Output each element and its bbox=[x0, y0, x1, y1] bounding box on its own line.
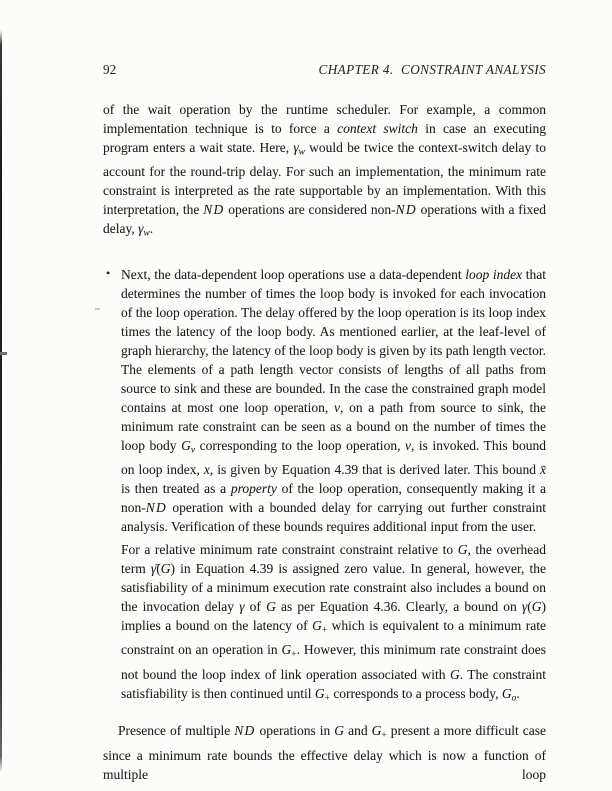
scan-edge-artifact bbox=[0, 30, 2, 772]
chapter-running-title: CHAPTER 4. CONSTRAINT ANALYSIS bbox=[318, 62, 546, 77]
bullet-icon: • bbox=[106, 265, 111, 280]
page-number: 92 bbox=[103, 62, 117, 77]
bullet-item-loop-operations bbox=[103, 265, 546, 708]
paragraph-relative-constraint: For a relative minimum rate constraint constraint relative to G, the overhead term γ̄(G) in Equation 4.39 is assigned zero value. In general, however, the satisfiability of a minimum execution rate constraint also includes a bound on the invocation delay γ of G as per Equation 4.36. Clearly, a bound on γ(G) implies a bound on the latency of G+ which is equivalent to a minimum rate constraint on an operation in G+. However, this minimum rate constraint does not bound the loop index of link operation associated with G. The constraint satisfiability is then continued until G+ corresponds to a process body, Go. bbox=[121, 542, 547, 704]
scan-speck bbox=[0, 352, 7, 355]
scan-speck bbox=[95, 308, 100, 310]
paragraph-wait-operation: of the wait operation by the runtime scheduler. For example, a common implementation technique is to force a context switch in case an executing program enters a wait state. Here, γw would be twice the context-switch delay to account for the round-trip delay. For such an implementation, the minimum rate constraint is interpreted as the rate supportable by an implementation. With this interpretation, the ND operations are considered non-ND operations with a fixed delay, γw. bbox=[103, 102, 546, 239]
paragraph-multiple-nd-operations: Presence of multiple ND operations in G and G+ present a more difficult case since a minimum rate bounds the effective delay which is now a function of multiple loop bbox=[103, 723, 546, 782]
paragraph-loop-index: Next, the data-dependent loop operations use a data-dependent loop index that determines the number of times the loop body is invoked for each invocation of the loop operation. The delay offered by the loop operation is its loop index times the latency of the loop body. As mentioned earlier, at the leaf-level of graph hierarchy, the latency of the loop body is given by its path length vector. The elements of a path length vector consists of lengths of all paths from source to sink and these are bounded. In the case the constrained graph model contains at most one loop operation, v, on a path from source to sink, the minimum rate constraint can be seen as a bound on the number of times the loop body Gv corresponding to the loop operation, v, is invoked. This bound on loop index, x, is given by Equation 4.39 that is derived later. This bound x̄ is then treated as a property of the loop operation, consequently making it a non-ND operation with a bounded delay for carrying out further constraint analysis. Verification of these bounds requires additional input from the user. bbox=[121, 266, 546, 535]
running-header bbox=[103, 62, 546, 78]
page-body bbox=[103, 100, 546, 784]
